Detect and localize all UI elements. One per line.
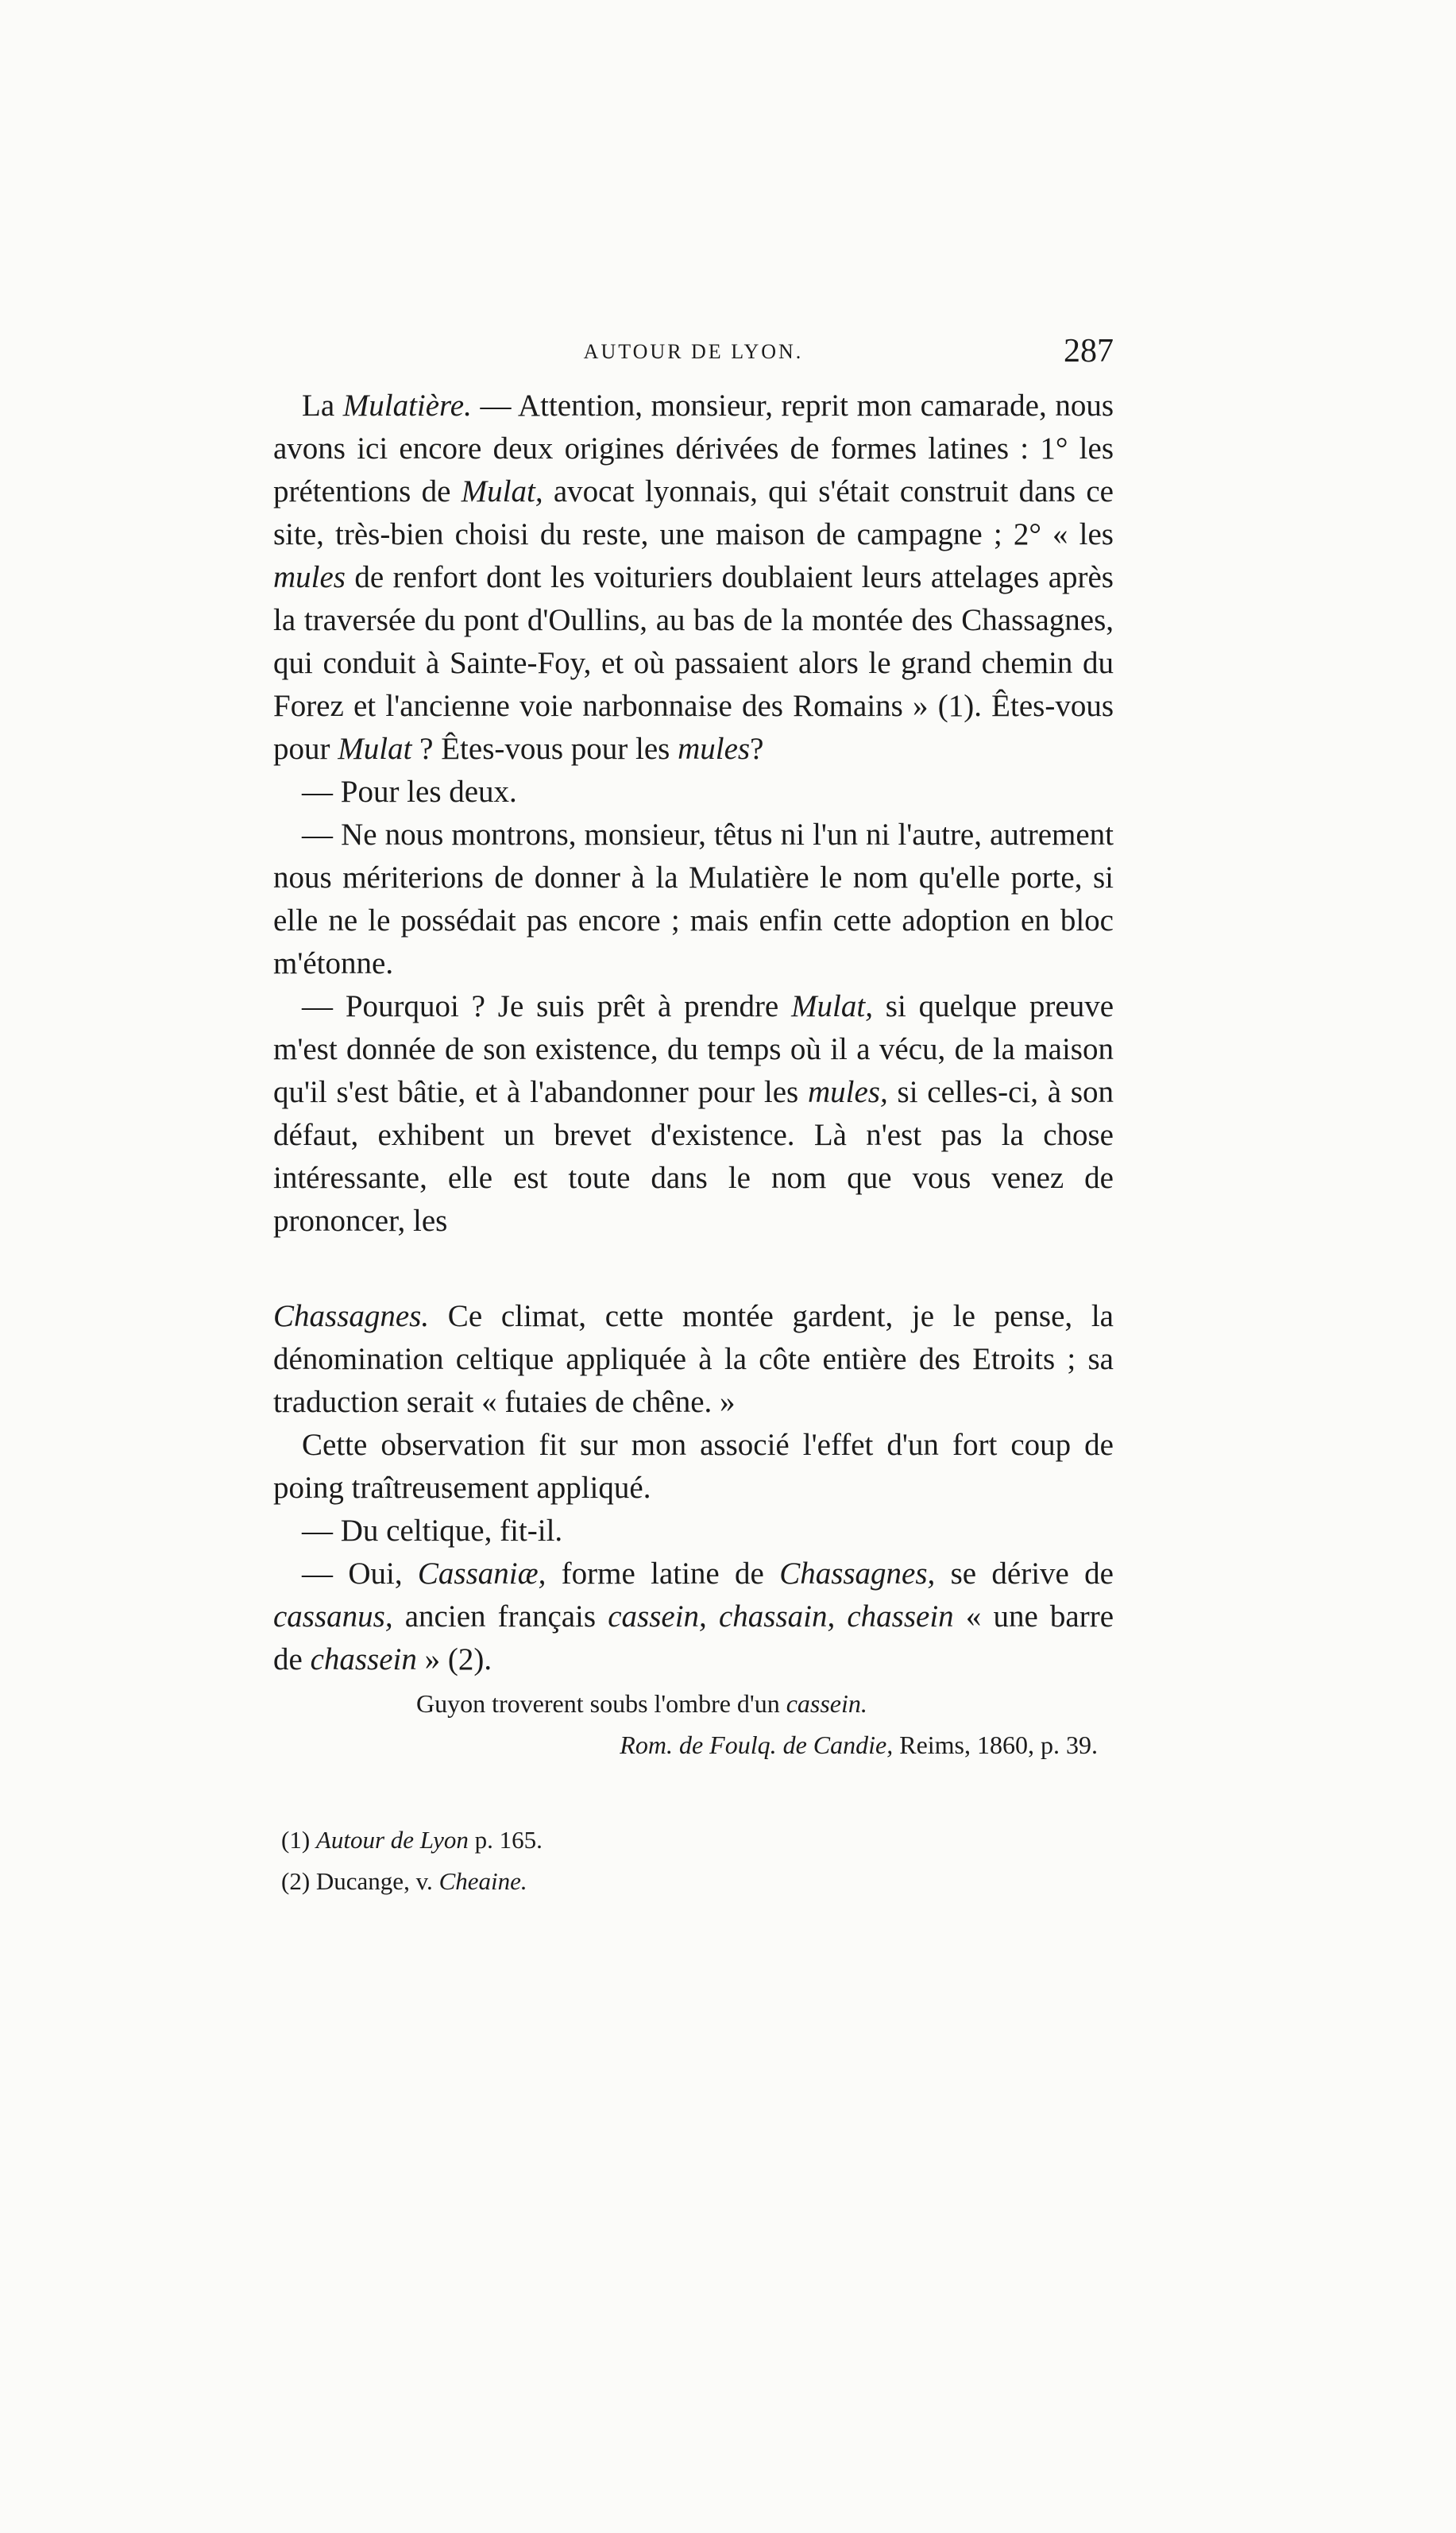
paragraph-mulatiere: La Mulatière. — Attention, monsieur, reprit mon camarade, nous avons ici encore deux origines dérivées de formes latines : 1° les prétentions de Mulat, avocat lyonnais, qui s'était construit dans ce site, très-bien choisi du reste, une maison de campagne ; 2° « les mules de renfort dont les voituriers doublaient leurs attelages après la traversée du pont d'Oullins, au bas de la montée des Chassagnes, qui conduit à Sainte-Foy, et où passaient alors le grand chemin du Forez et l'ancienne voie narbonnaise des Romains » (1). Êtes-vous pour Mulat ? Êtes-vous pour les mules? bbox=[273, 389, 1114, 766]
main-text-upper bbox=[273, 385, 1114, 1243]
running-head bbox=[273, 333, 1114, 375]
footnote-2: (2) Ducange, v. Cheaine. bbox=[281, 1867, 527, 1895]
footnote-1: (1) Autour de Lyon p. 165. bbox=[281, 1826, 543, 1854]
paragraph-cassaniae: — Oui, Cassaniæ, forme latine de Chassagnes, se dérive de cassanus, ancien français cassein, chassain, chassein « une barre de chassein » (2). bbox=[273, 1557, 1114, 1676]
paragraph-pour-les-deux: — Pour les deux. bbox=[302, 775, 517, 809]
footnotes bbox=[273, 1820, 1114, 1902]
paragraph-pourquoi: — Pourquoi ? Je suis prêt à prendre Mulat, si quelque preuve m'est donnée de son existence, du temps où il a vécu, de la maison qu'il s'est bâtie, et à l'abandonner pour les mules, si celles-ci, à son défaut, exhibent un brevet d'existence. Là n'est pas la chose intéressante, elle est toute dans le nom que vous venez de prononcer, les bbox=[273, 989, 1114, 1238]
quote-line: Guyon troverent soubs l'ombre d'un cassein. bbox=[416, 1689, 867, 1718]
main-text-lower bbox=[273, 1295, 1114, 1681]
paragraph-du-celtique: — Du celtique, fit-il. bbox=[302, 1514, 563, 1548]
verse-quotation bbox=[273, 1683, 1114, 1765]
quote-source: Rom. de Foulq. de Candie, Reims, 1860, p. 39. bbox=[620, 1731, 1098, 1759]
paragraph-observation: Cette observation fit sur mon associé l'effet d'un fort coup de poing traîtreusement appliqué. bbox=[273, 1428, 1114, 1505]
paragraph-chassagnes: Chassagnes. Ce climat, cette montée gardent, je le pense, la dénomination celtique appliquée à la côte entière des Etroits ; sa traduction serait « futaies de chêne. » bbox=[273, 1299, 1114, 1419]
paragraph-tetus: — Ne nous montrons, monsieur, têtus ni l'un ni l'autre, autrement nous mériterions de donner à la Mulatière le nom qu'elle porte, si elle ne le possédait pas encore ; mais enfin cette adoption en bloc m'étonne. bbox=[273, 818, 1114, 980]
running-title: AUTOUR DE LYON. bbox=[583, 340, 804, 363]
page-number: 287 bbox=[1064, 333, 1114, 369]
